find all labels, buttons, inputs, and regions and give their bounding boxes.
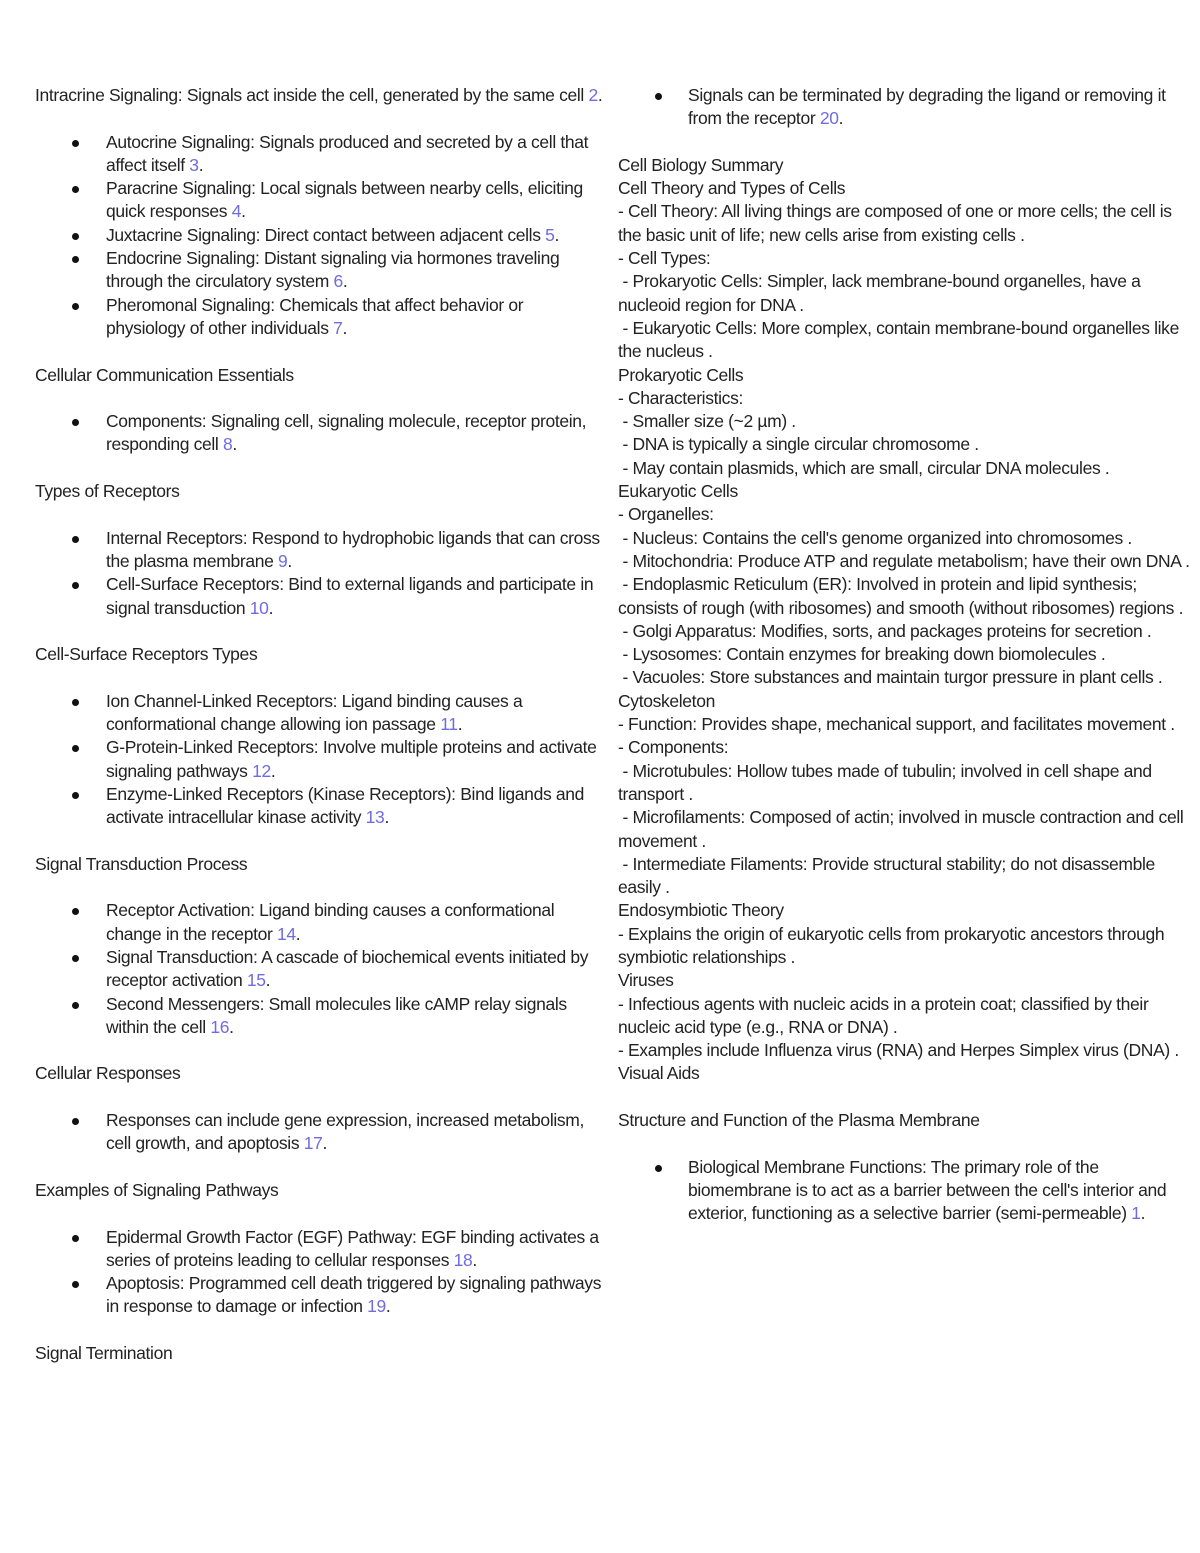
summary-line: - Lysosomes: Contain enzymes for breaking down biomolecules . <box>618 644 1106 665</box>
summary-line: - Cell Types: <box>618 248 711 269</box>
citation-link[interactable]: 12 <box>252 760 271 781</box>
summary-line: - Microfilaments: Composed of actin; involved in muscle contraction and cell movement . <box>618 807 1188 851</box>
citation-link[interactable]: 11 <box>440 714 458 735</box>
summary-line: - Organelles: <box>618 504 714 525</box>
summary-line: - Infectious agents with nucleic acids in a protein coat; classified by their nucleic acid type (e.g., RNA or DNA) . <box>618 993 1153 1037</box>
citation-link[interactable]: 19 <box>367 1296 386 1317</box>
citation-link[interactable]: 9 <box>277 550 288 571</box>
section-heading: Structure and Function of the Plasma Membrane <box>618 1110 980 1131</box>
list-item: Epidermal Growth Factor (EGF) Pathway: EGF binding activates a series of proteins leading to cellular responses 18. <box>35 1226 605 1273</box>
summary-line: Viruses <box>618 970 674 991</box>
left-column <box>35 84 605 1365</box>
citation-link[interactable]: 10 <box>249 597 269 618</box>
summary-line: - DNA is typically a single circular chromosome . <box>618 434 979 455</box>
section-heading: Types of Receptors <box>35 481 180 502</box>
intracrine-text: Intracrine Signaling: Signals act inside the cell, generated by the same cell <box>35 85 589 105</box>
citation-link[interactable]: 17 <box>303 1133 323 1154</box>
citation-link[interactable]: 2 <box>588 85 598 105</box>
section-heading: Signal Termination <box>35 1343 173 1364</box>
list-item: Cell-Surface Receptors: Bind to external ligands and participate in signal transduction 10. <box>35 573 605 620</box>
list-item: Signal Transduction: A cascade of biochemical events initiated by receptor activation 15. <box>35 946 605 993</box>
intracrine-paragraph: Intracrine Signaling: Signals act inside the cell, generated by the same cell 2. <box>35 85 603 105</box>
cell-biology-summary <box>618 154 1193 1086</box>
list-item: Signals can be terminated by degrading the ligand or removing it from the receptor 20. <box>618 84 1193 131</box>
communication-list <box>35 410 605 457</box>
summary-line: - Prokaryotic Cells: Simpler, lack membrane-bound organelles, have a nucleoid region for DNA . <box>618 271 1146 315</box>
summary-line: - Endoplasmic Reticulum (ER): Involved in protein and lipid synthesis; consists of rough (with ribosomes) and smooth (without ribosomes) regions . <box>618 574 1184 618</box>
section-heading: Cellular Responses <box>35 1063 181 1084</box>
list-item: Internal Receptors: Respond to hydrophobic ligands that can cross the plasma membrane 9. <box>35 527 605 574</box>
section-heading: Cell-Surface Receptors Types <box>35 644 258 665</box>
summary-line: - Components: <box>618 737 729 758</box>
summary-line: Cytoskeleton <box>618 690 715 711</box>
summary-line: - Eukaryotic Cells: More complex, contain membrane-bound organelles like the nucleus . <box>618 317 1184 362</box>
summary-line: - Intermediate Filaments: Provide structural stability; do not disassemble easily . <box>618 853 1160 898</box>
list-item: Juxtacrine Signaling: Direct contact between adjacent cells 5. <box>35 224 605 247</box>
list-item: Autocrine Signaling: Signals produced and secreted by a cell that affect itself 3. <box>35 131 605 178</box>
citation-link[interactable]: 6 <box>333 271 343 292</box>
section-heading: Examples of Signaling Pathways <box>35 1179 279 1200</box>
citation-link[interactable]: 1 <box>1131 1203 1141 1224</box>
citation-link[interactable]: 14 <box>276 923 296 944</box>
list-item: Components: Signaling cell, signaling molecule, receptor protein, responding cell 8. <box>35 410 605 457</box>
summary-line: - May contain plasmids, which are small, circular DNA molecules . <box>618 457 1110 478</box>
section-heading: Signal Transduction Process <box>35 853 248 874</box>
summary-line: - Examples include Influenza virus (RNA) and Herpes Simplex virus (DNA) . <box>618 1040 1179 1061</box>
citation-link[interactable]: 18 <box>453 1249 473 1270</box>
citation-link[interactable]: 16 <box>210 1016 230 1037</box>
citation-link[interactable]: 20 <box>819 108 839 129</box>
summary-line: Eukaryotic Cells <box>618 481 738 502</box>
membrane-list <box>618 1156 1193 1226</box>
citation-link[interactable]: 7 <box>333 317 343 338</box>
receptors-list <box>35 527 605 620</box>
summary-line: Cell Theory and Types of Cells <box>618 178 846 199</box>
summary-line: - Function: Provides shape, mechanical support, and facilitates movement . <box>618 714 1175 735</box>
summary-line: - Cell Theory: All living things are composed of one or more cells; the cell is the basic unit of life; new cells arise from existing cells . <box>618 201 1177 245</box>
list-item: Apoptosis: Programmed cell death triggered by signaling pathways in response to damage or infection 19. <box>35 1272 605 1319</box>
list-item: Pheromonal Signaling: Chemicals that affect behavior or physiology of other individuals 7. <box>35 294 605 341</box>
list-item: Second Messengers: Small molecules like cAMP relay signals within the cell 16. <box>35 993 605 1040</box>
summary-line: - Microtubules: Hollow tubes made of tubulin; involved in cell shape and transport . <box>618 760 1157 804</box>
citation-link[interactable]: 8 <box>222 434 233 455</box>
summary-line: - Smaller size (~2 µm) . <box>618 411 796 432</box>
section-heading: Cellular Communication Essentials <box>35 364 294 385</box>
citation-link[interactable]: 13 <box>365 807 385 828</box>
summary-line: - Golgi Apparatus: Modifies, sorts, and packages proteins for secretion . <box>618 620 1152 641</box>
summary-line: Visual Aids <box>618 1063 700 1084</box>
list-item: Biological Membrane Functions: The primary role of the biomembrane is to act as a barrier between the cell's interior and exterior, functioning as a selective barrier (semi-permeable) 1. <box>618 1156 1193 1226</box>
citation-link[interactable]: 3 <box>189 154 199 175</box>
list-item: Enzyme-Linked Receptors (Kinase Receptors): Bind ligands and activate intracellular kinase activity 13. <box>35 783 605 830</box>
signaling-types-list <box>35 131 605 341</box>
surface-receptors-list <box>35 690 605 830</box>
citation-link[interactable]: 4 <box>231 201 242 222</box>
responses-list <box>35 1109 605 1156</box>
list-item: Endocrine Signaling: Distant signaling via hormones traveling through the circulatory system 6. <box>35 247 605 294</box>
summary-line: Prokaryotic Cells <box>618 364 744 385</box>
summary-line: - Mitochondria: Produce ATP and regulate metabolism; have their own DNA . <box>618 550 1190 571</box>
termination-list <box>618 84 1193 131</box>
examples-list <box>35 1226 605 1319</box>
summary-line: - Explains the origin of eukaryotic cells from prokaryotic ancestors through symbiotic relationships . <box>618 923 1169 967</box>
summary-line: Cell Biology Summary <box>618 154 784 175</box>
summary-line: - Vacuoles: Store substances and maintain turgor pressure in plant cells . <box>618 667 1163 688</box>
summary-line: - Nucleus: Contains the cell's genome organized into chromosomes . <box>618 527 1132 548</box>
summary-line: - Characteristics: <box>618 387 743 408</box>
citation-link[interactable]: 15 <box>246 970 266 991</box>
list-item: Ion Channel-Linked Receptors: Ligand binding causes a conformational change allowing ion passage 11. <box>35 690 605 737</box>
list-item: G-Protein-Linked Receptors: Involve multiple proteins and activate signaling pathways 12. <box>35 736 605 783</box>
summary-line: Endosymbiotic Theory <box>618 900 784 921</box>
list-item: Paracrine Signaling: Local signals between nearby cells, eliciting quick responses 4. <box>35 177 605 224</box>
citation-link[interactable]: 5 <box>545 224 555 245</box>
transduction-list <box>35 899 605 1039</box>
list-item: Receptor Activation: Ligand binding causes a conformational change in the receptor 14. <box>35 899 605 946</box>
right-column <box>618 84 1193 1226</box>
list-item: Responses can include gene expression, increased metabolism, cell growth, and apoptosis 17. <box>35 1109 605 1156</box>
